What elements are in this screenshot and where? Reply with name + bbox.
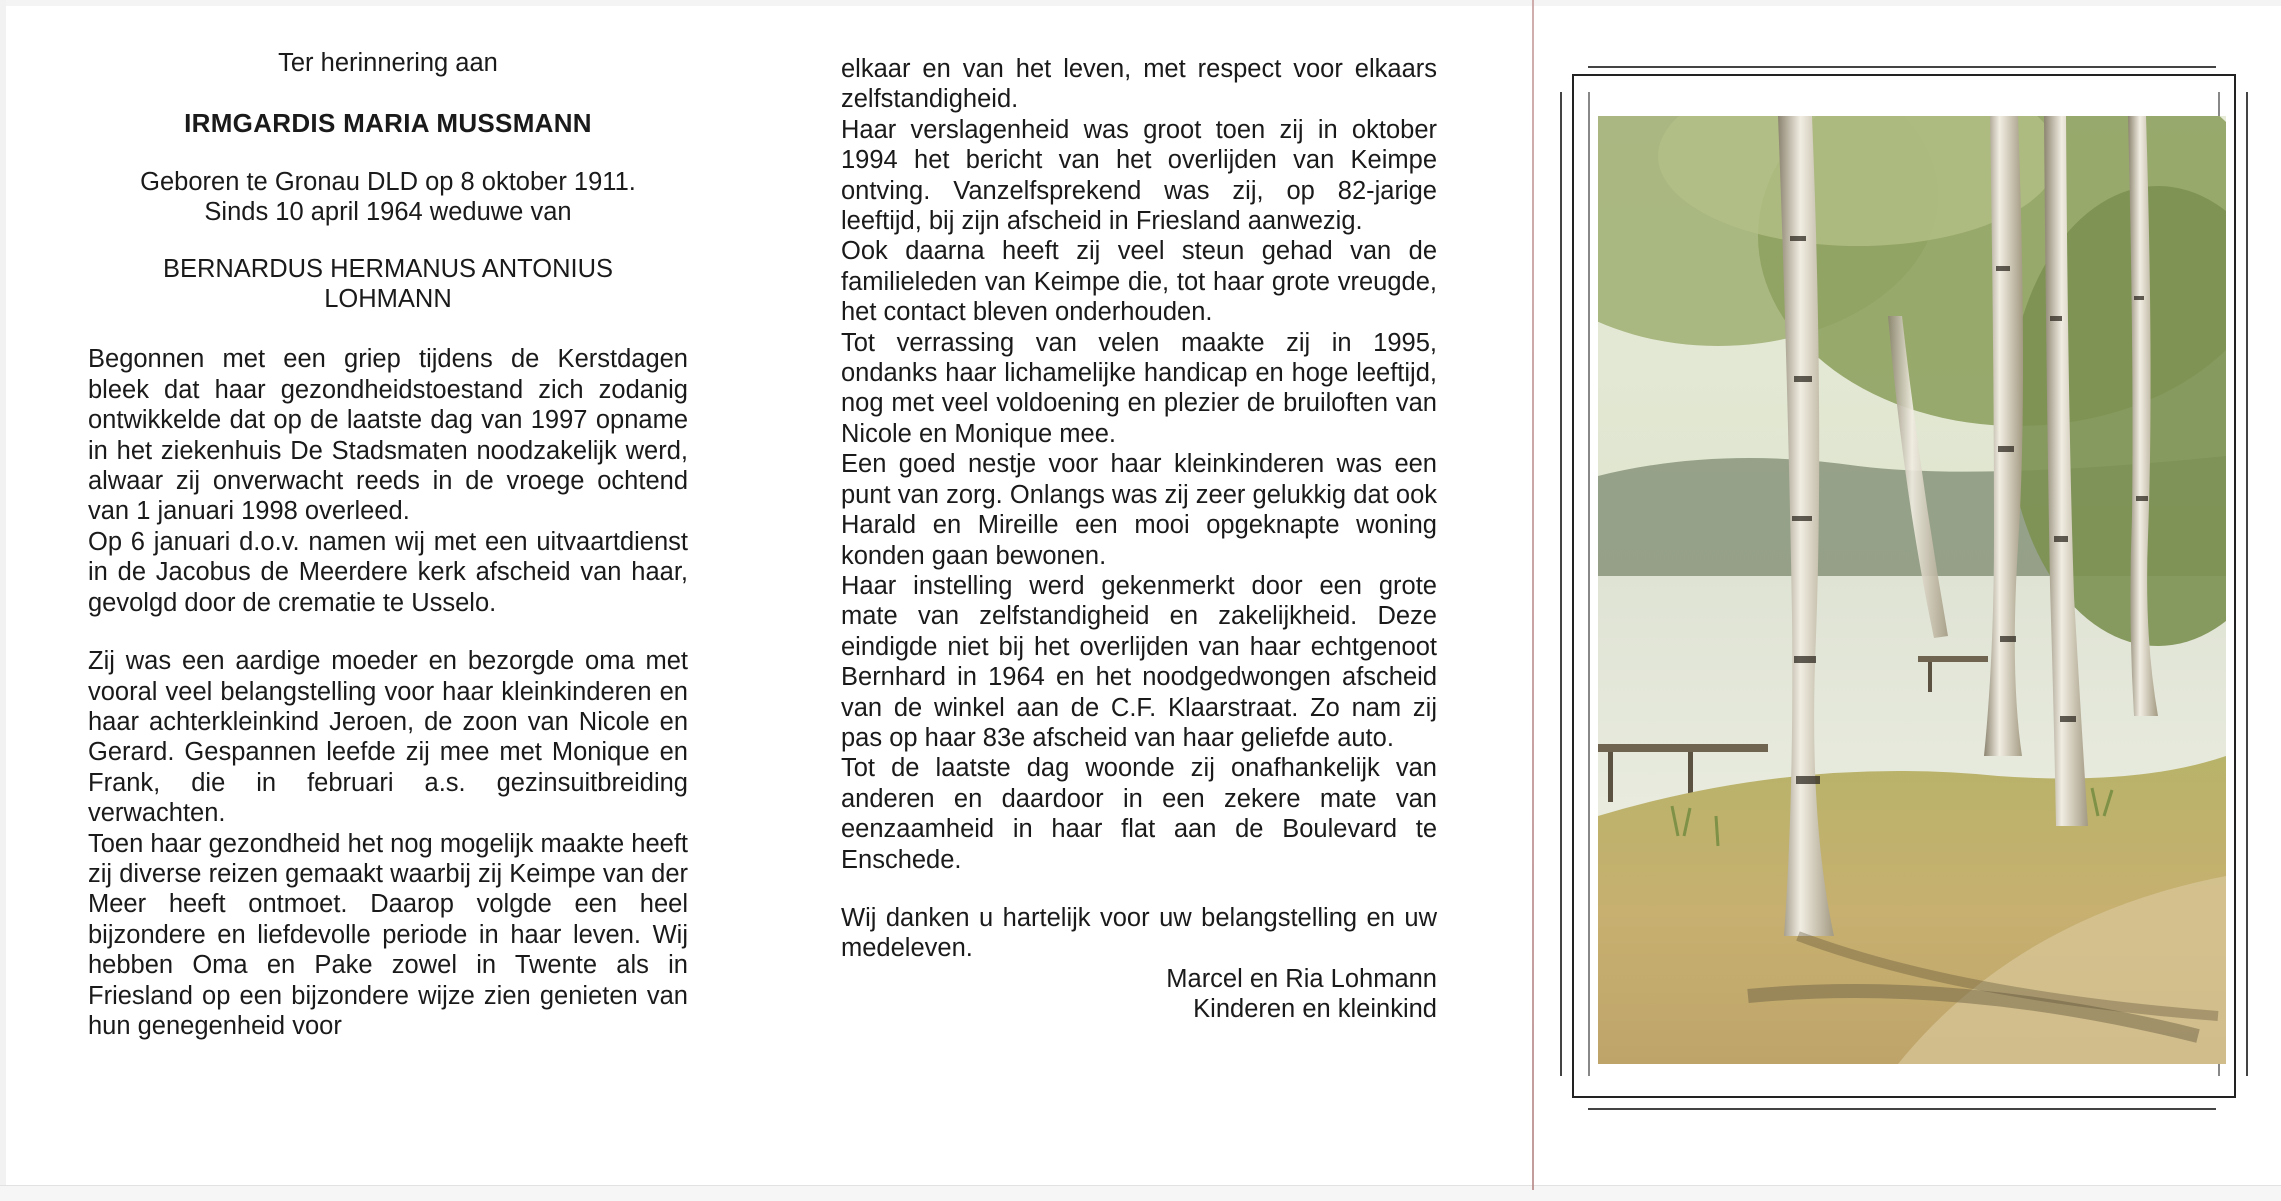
- paragraph-support: Ook daarna heeft zij veel steun gehad van de familieleden van Keimpe die, tot haar grote vreugde, het contact bleven onderhouden.: [841, 237, 1437, 327]
- paragraph-weddings: Tot verrassing van velen maakte zij in 1995, ondanks haar lichamelijke handicap en hoge leeftijd, nog met veel voldoening en plezier de bruiloften van Nicole en Monique mee.: [841, 328, 1437, 448]
- paragraph-independence: Haar instelling werd gekenmerkt door een grote mate van zelfstandigheid en zakelijkheid. Deze eindigde niet bij het overlijden van haar echtgenoot Bernhard in 1964 en het noodgedwongen afscheid van de winkel aan de C.F. Klaarstraat. Zo nam zij pas op haar 83e afscheid van haar geliefde auto.: [841, 571, 1437, 752]
- paragraph-grief: Haar verslagenheid was groot toen zij in oktober 1994 het bericht van het overlijden van Keimpe ontving. Vanzelfsprekend was zij, op 82-jarige leeftijd, bij zijn afscheid in Friesland aanwezig.: [841, 115, 1437, 236]
- thanks-text: Wij danken u hartelijk voor uw belangstelling en uw medeleven.: [841, 903, 1437, 963]
- card-fold-line: [1532, 0, 1534, 1190]
- page-edge-bottom: [0, 1185, 2281, 1201]
- paragraph-family: Zij was een aardige moeder en bezorgde oma met vooral veel belangstelling voor haar kleinkinderen en haar achterkleinkind Jeroen, de zoon van Nicole en Gerard. Gespannen leefde zij mee met Monique en Frank, die in februari a.s. gezinsuitbreiding verwachten.: [88, 647, 688, 828]
- paragraph-last-days: Tot de laatste dag woonde zij onafhankelijk van anderen en daardoor in een zekere mate van eenzaamheid in haar flat aan de Boulevard te Enschede.: [841, 754, 1437, 874]
- page-edge-left: [0, 0, 6, 1200]
- middle-column: [841, 54, 1437, 1025]
- signature-relation: Kinderen en kleinkind: [1193, 995, 1437, 1024]
- photo-frame-panel: [1558, 66, 2253, 1106]
- left-column: [88, 48, 688, 1041]
- paragraph-illness: Begonnen met een griep tijdens de Kerstdagen bleek dat haar gezondheidstoestand zich zodanig ontwikkelde dat op de laatste dag van 1997 opname in het ziekenhuis De Stadsmaten noodzakelijk werd, alwaar zij onverwacht reeds in de vroege ochtend van 1 januari 1998 overleed.: [88, 345, 688, 526]
- paragraph-grandchildren: Een goed nestje voor haar kleinkinderen was een punt van zorg. Onlangs was zij zeer gelukkig dat ook Harald en Mireille een mooi opgeknapte woning konden gaan bewonen.: [841, 450, 1437, 570]
- page-edge-top: [0, 0, 2281, 6]
- deceased-name: IRMGARDIS MARIA MUSSMANN: [184, 108, 592, 139]
- widow-line: Sinds 10 april 1964 weduwe van: [204, 198, 572, 227]
- paragraph-funeral: Op 6 januari d.o.v. namen wij met een uitvaartdienst in de Jacobus de Meerdere kerk afscheid van haar, gevolgd door de crematie te Usselo.: [88, 527, 688, 617]
- signature-names: Marcel en Ria Lohmann: [1166, 964, 1437, 993]
- spouse-name-line1: BERNARDUS HERMANUS ANTONIUS: [162, 254, 614, 283]
- birch-trees-illustration: [1598, 116, 2226, 1064]
- intro-line: Ter herinnering aan: [278, 49, 498, 77]
- paragraph-travel: Toen haar gezondheid het nog mogelijk maakte heeft zij diverse reizen gemaakt waarbij zij Keimpe van der Meer heeft ontmoet. Daarop volgde een heel bijzondere en liefdevolle periode in haar leven. Wij hebben Oma en Pake zowel in Twente als in Friesland op een bijzondere wijze zien genieten van hun genegenheid voor: [88, 829, 688, 1040]
- birch-trees-lake-photo: [1598, 116, 2226, 1064]
- spouse-name-line2: LOHMANN: [324, 285, 452, 314]
- birth-line: Geboren te Gronau DLD op 8 oktober 1911.: [140, 167, 636, 196]
- paragraph-respect: elkaar en van het leven, met respect voor elkaars zelfstandigheid.: [841, 55, 1437, 114]
